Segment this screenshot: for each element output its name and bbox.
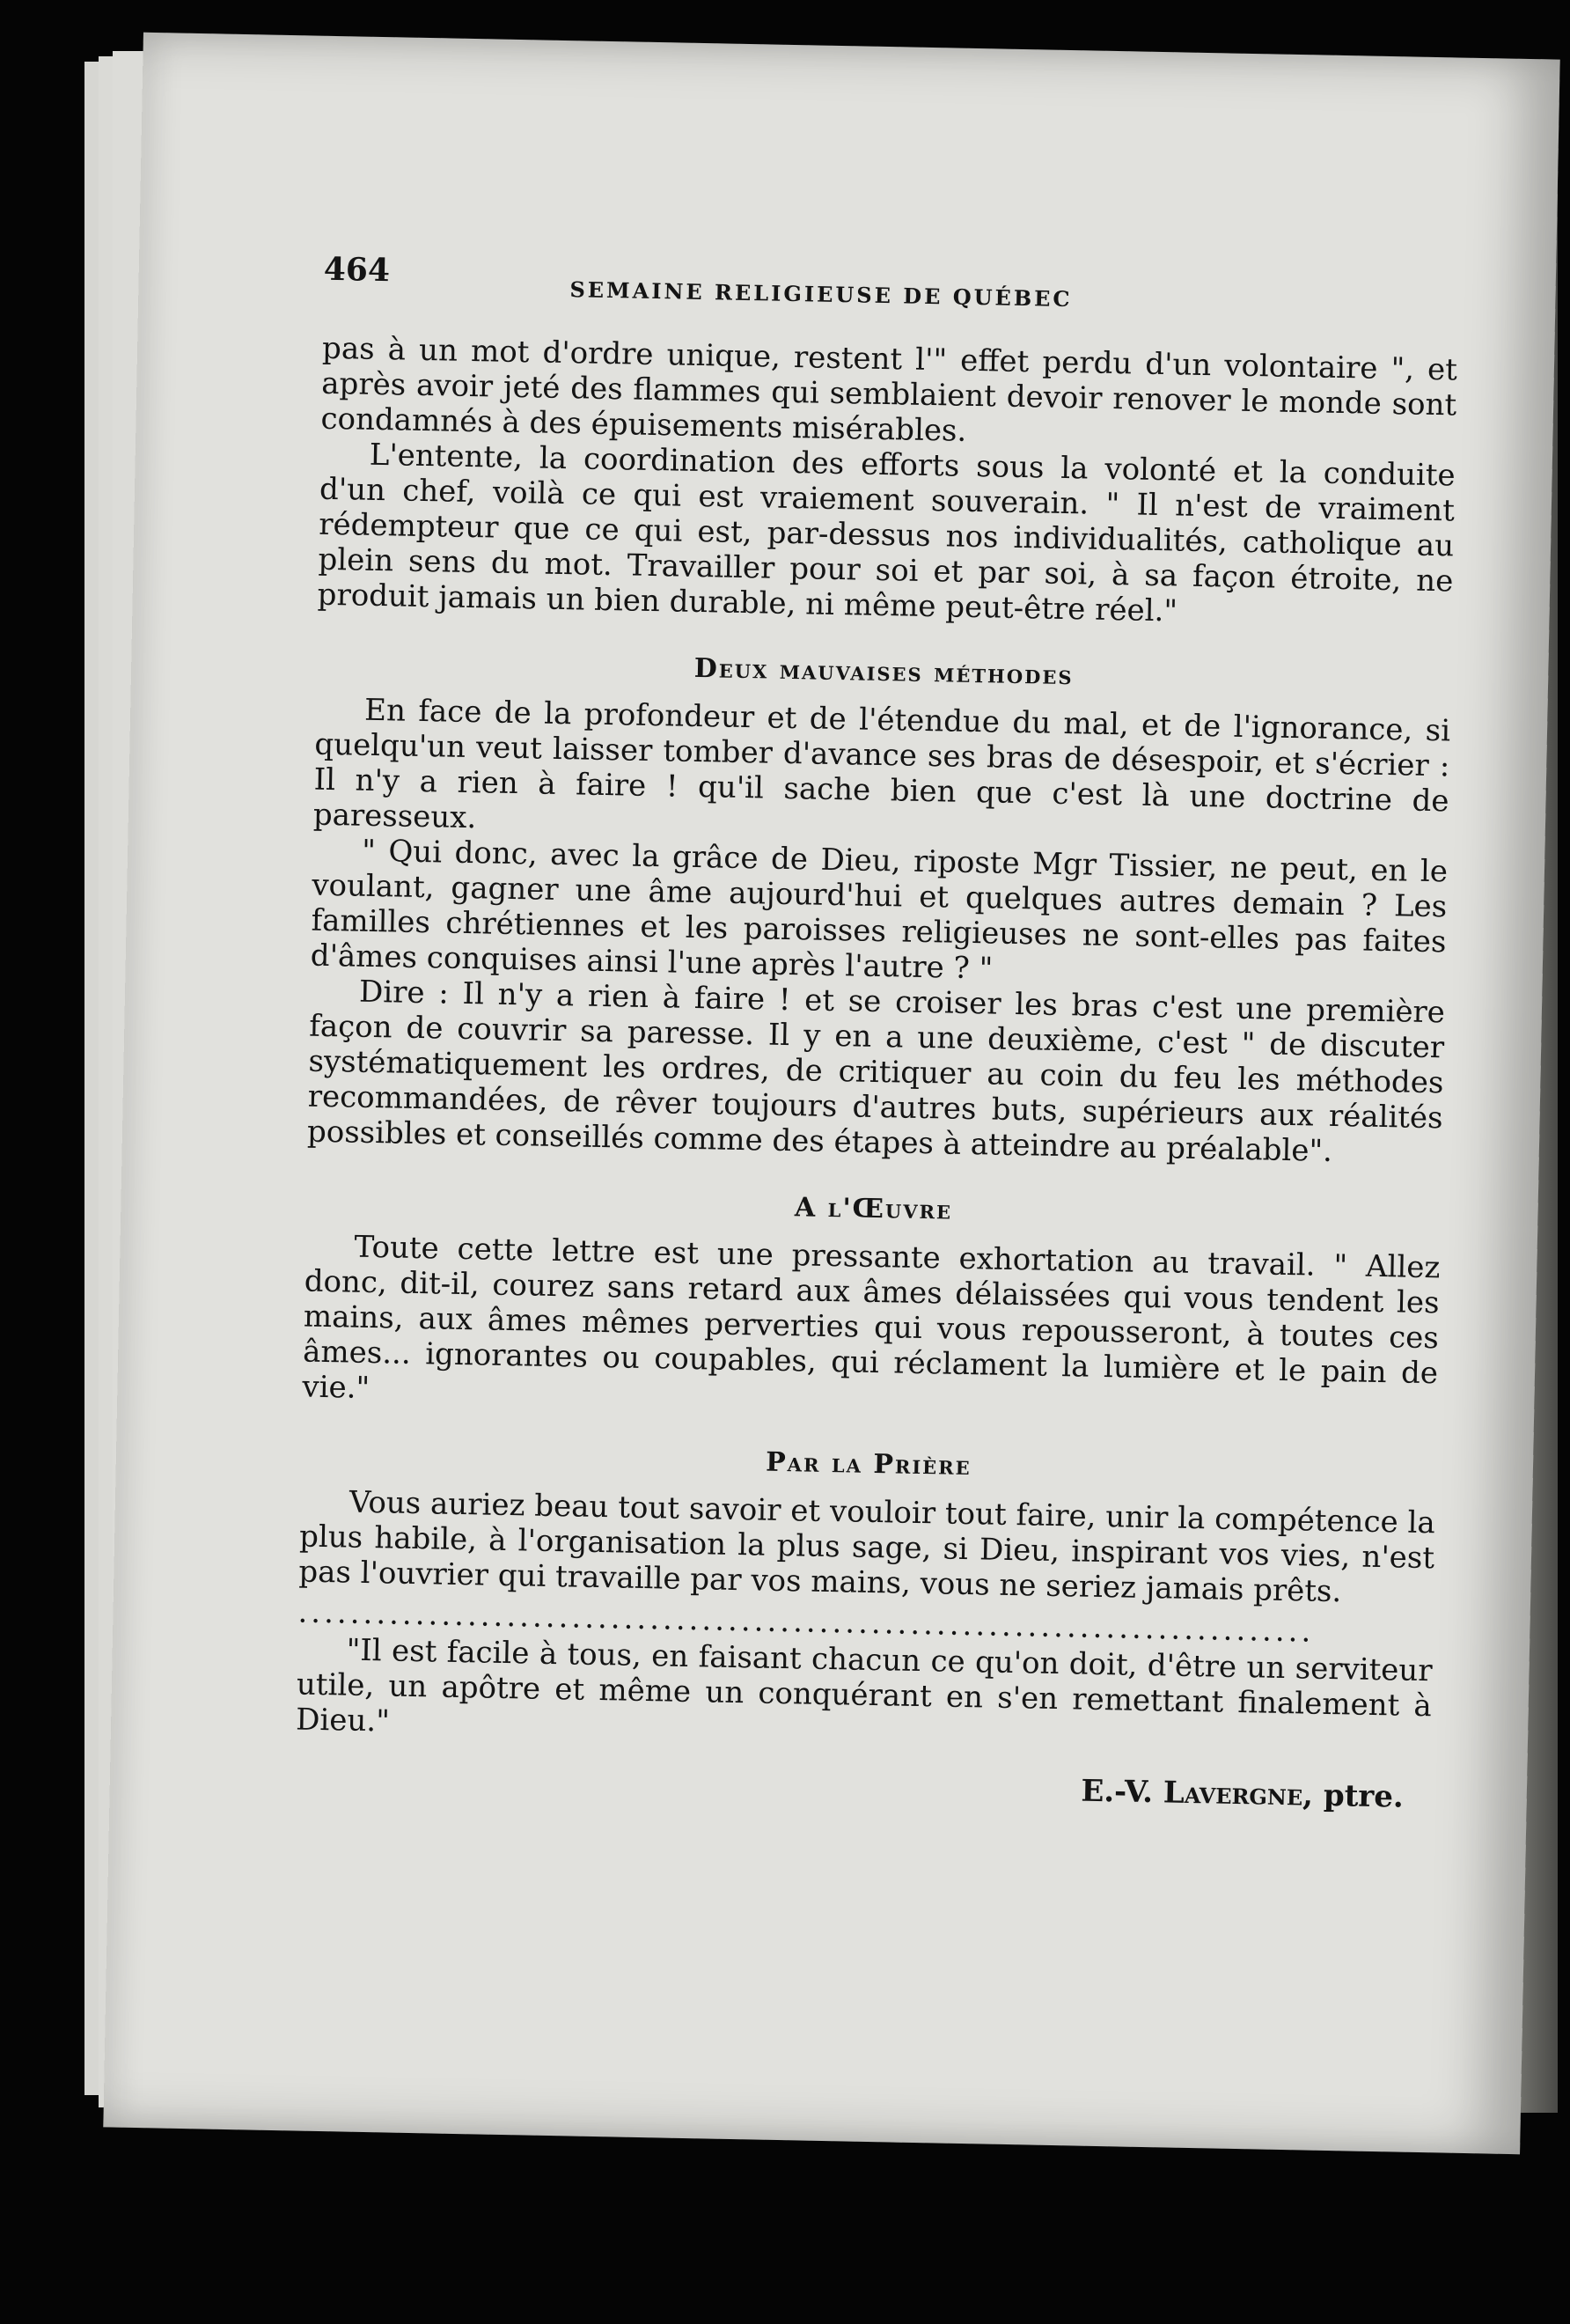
running-title: SEMAINE RELIGIEUSE DE QUÉBEC (569, 276, 1073, 313)
section-heading: Deux mauvaises méthodes (693, 652, 1074, 692)
signature-initials: E.-V. (1081, 1773, 1154, 1811)
ellipsis-separator: .............................................................................. (297, 1594, 1315, 1650)
signature-suffix: , ptre. (1302, 1777, 1405, 1815)
quote-paragraph: "Il est facile à tous, en faisant chacun ce qu'on doit, d'être un serviteur utile, un apôtre et même un conquérant en s'en remettant finalement à Dieu." (295, 1632, 1433, 1739)
page-content (295, 252, 1459, 1815)
page-header (323, 252, 1459, 344)
paragraph: Toute cette lettre est une pressante exhortation au travail. " Allez donc, dit-il, courez sans retard aux âmes délaissées qui vous tendent les mains, aux âmes mêmes perverties qui vous repousseront, à toutes ces âmes... ignorantes ou coupables, qui réclament la lumière et le pain de vie." (302, 1229, 1441, 1406)
page-number: 464 (323, 250, 391, 290)
paragraph: pas à un mot d'ordre unique, restent l'" effet perdu d'un volontaire ", et après avoir jeté des flammes qui semblaient devoir renover le monde sont condamnés à des épuisements misérables. (320, 330, 1458, 449)
paragraph: Vous auriez beau tout savoir et vouloir tout faire, unir la compétence la plus habile, à l'organisation la plus sage, si Dieu, inspirant vos vies, n'est pas l'ouvrier qui travaille par vos mains, vous ne seriez jamais prêts. (298, 1484, 1436, 1610)
section-heading: A l'Œuvre (794, 1192, 953, 1226)
paragraph: Dire : Il n'y a rien à faire ! et se croiser les bras c'est une première façon de couvrir sa paresse. Il y en a une deuxième, c'est " de discuter systématiquement les ordres, de critiquer au coin du feu les méthodes recommandées, de rêver toujours d'autres buts, supérieurs aux réalités possibles et conseillés comme des étapes à atteindre au préalable". (306, 974, 1446, 1169)
paragraph: " Qui donc, avec la grâce de Dieu, riposte Mgr Tissier, ne peut, en le voulant, gagner une âme aujourd'hui et quelques autres demain ? Les familles chrétiennes et les paroisses religieuses ne sont-elles pas faites d'âmes conquises ainsi l'une après l'autre ? " (310, 833, 1449, 987)
book-page (103, 33, 1559, 2154)
paragraph: L'entente, la coordination des efforts sous la volonté et la conduite d'un chef, voilà ce qui est vraiement souverain. " Il n'est de vraiment rédempteur que ce qui est, par-dessus nos individualités, catholique au plein sens du mot. Travailler pour soi et par soi, à sa façon étroite, ne produit jamais un bien durable, ni même peut-être réel." (317, 437, 1456, 629)
signature-name: Lavergne (1163, 1775, 1303, 1813)
paragraph: En face de la profondeur et de l'étendue du mal, et de l'ignorance, si quelqu'un veut laisser tomber d'avance ses bras de désespoir, et s'écrier : Il n'y a rien à faire ! qu'il sache bien que c'est là une doctrine de paresseux. (312, 692, 1451, 836)
signature (295, 1758, 1431, 1815)
section-heading: Par la Prière (765, 1446, 972, 1482)
